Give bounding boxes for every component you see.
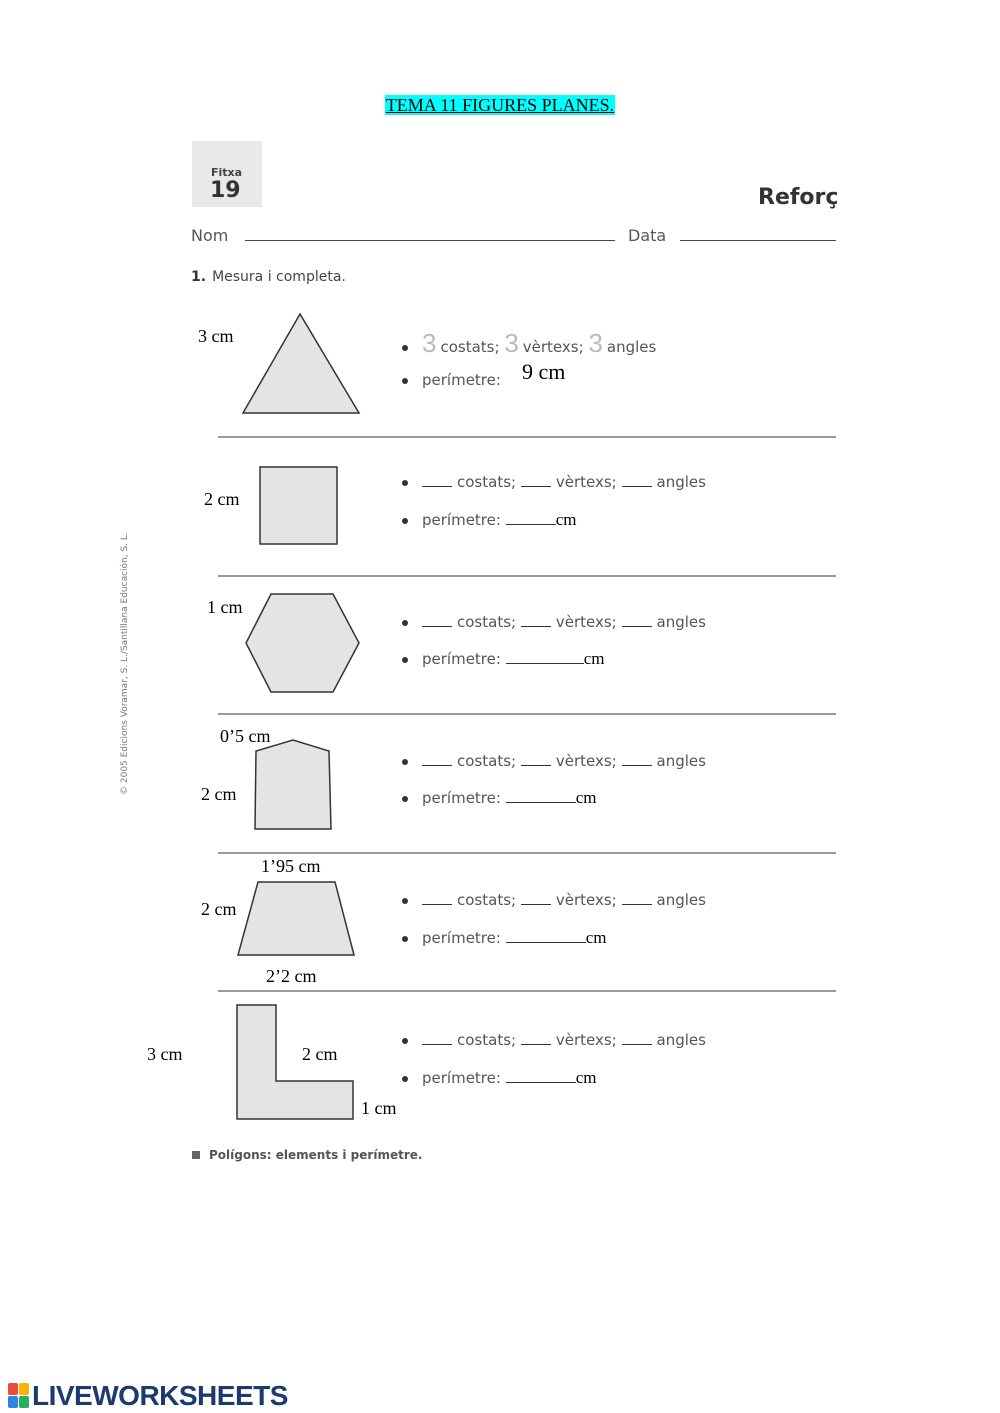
l-shape-vertices-input[interactable] [521, 1044, 551, 1045]
pentagon-perimeter-input[interactable] [506, 802, 576, 803]
l-shape-elements-row: costats; vèrtexs; angles [402, 1031, 706, 1049]
square-angles-input[interactable] [622, 486, 652, 487]
hexagon-sides-input[interactable] [422, 626, 452, 627]
copyright-text: © 2005 Edicions Voramar, S. L./Santillana Educación, S. L. [120, 532, 130, 795]
exercise-heading: 1. Mesura i completa. [191, 269, 346, 285]
square-vertices-input[interactable] [521, 486, 551, 487]
l-shape-perimeter-input[interactable] [506, 1082, 576, 1083]
dim-trapezoid-top: 1’95 cm [261, 856, 321, 876]
triangle-perimeter-row: perímetre: [402, 371, 501, 389]
square-sides-input[interactable] [422, 486, 452, 487]
bullet-icon [402, 345, 408, 351]
square-perimeter-input[interactable] [506, 524, 556, 525]
pentagon-sides-input[interactable] [422, 765, 452, 766]
trapezoid-perimeter-row: perímetre: cm [402, 928, 607, 948]
bullet-icon [402, 620, 408, 626]
hexagon-angles-input[interactable] [622, 626, 652, 627]
triangle-shape [243, 314, 359, 413]
footer-square-icon [192, 1151, 200, 1159]
bullet-icon [402, 759, 408, 765]
square-perimeter-row: perímetre: cm [402, 510, 577, 530]
hexagon-elements-row: costats; vèrtexs; angles [402, 613, 706, 631]
hexagon-perimeter-row: perímetre: cm [402, 649, 605, 669]
l-shape-angles-input[interactable] [622, 1044, 652, 1045]
pentagon-vertices-input[interactable] [521, 765, 551, 766]
pentagon-perimeter-row: perímetre: cm [402, 788, 597, 808]
dim-square-side: 2 cm [204, 489, 240, 509]
pentagon-elements-row: costats; vèrtexs; angles [402, 752, 706, 770]
page-title: TEMA 11 FIGURES PLANES. [385, 95, 615, 115]
bullet-icon [402, 378, 408, 384]
fitxa-number: 19 [210, 178, 241, 203]
liveworksheets-logo[interactable] [8, 1380, 288, 1412]
dim-trapezoid-bottom: 2’2 cm [266, 966, 317, 986]
bullet-icon [402, 898, 408, 904]
bullet-icon [402, 657, 408, 663]
bullet-icon [402, 1076, 408, 1082]
pentagon-angles-input[interactable] [622, 765, 652, 766]
trapezoid-angles-input[interactable] [622, 904, 652, 905]
dim-trapezoid-side: 2 cm [201, 899, 237, 919]
dim-pentagon-roof: 0’5 cm [220, 726, 271, 746]
bullet-icon [402, 518, 408, 524]
l-shape-sides-input[interactable] [422, 1044, 452, 1045]
dim-hexagon-side: 1 cm [207, 597, 243, 617]
square-shape [260, 467, 337, 544]
trapezoid-vertices-input[interactable] [521, 904, 551, 905]
liveworksheets-wordmark: LIVEWORKSHEETS [32, 1380, 288, 1411]
data-label: Data [628, 226, 667, 245]
hexagon-perimeter-input[interactable] [506, 663, 584, 664]
triangle-sides-answer[interactable]: 3 [422, 328, 437, 358]
l-shape-perimeter-row: perímetre: cm [402, 1068, 597, 1088]
dim-pentagon-side: 2 cm [201, 784, 237, 804]
pentagon-shape [255, 740, 331, 829]
reforc-heading: Reforç [758, 185, 839, 210]
trapezoid-shape [238, 882, 354, 955]
fitxa-label: Fitxa [211, 166, 243, 179]
trapezoid-elements-row: costats; vèrtexs; angles [402, 891, 706, 909]
bullet-icon [402, 1038, 408, 1044]
bullet-icon [402, 480, 408, 486]
hexagon-vertices-input[interactable] [521, 626, 551, 627]
square-elements-row: costats; vèrtexs; angles [402, 473, 706, 491]
dim-l-width: 1 cm [361, 1098, 397, 1118]
triangle-vertices-answer[interactable]: 3 [504, 328, 519, 358]
trapezoid-perimeter-input[interactable] [506, 942, 586, 943]
bullet-icon [402, 796, 408, 802]
dim-l-inner: 2 cm [302, 1044, 338, 1064]
dim-l-height: 3 cm [147, 1044, 183, 1064]
triangle-perimeter-answer[interactable]: 9 cm [522, 359, 566, 384]
bullet-icon [402, 936, 408, 942]
footer-topic: Polígons: elements i perímetre. [209, 1148, 423, 1162]
trapezoid-sides-input[interactable] [422, 904, 452, 905]
nom-label: Nom [191, 226, 229, 245]
triangle-elements-row: 3 costats; 3 vèrtexs; 3 angles [402, 328, 656, 359]
triangle-angles-answer[interactable]: 3 [588, 328, 603, 358]
hexagon-shape [246, 594, 359, 692]
liveworksheets-icon [8, 1383, 30, 1409]
dim-triangle-side: 3 cm [198, 326, 234, 346]
